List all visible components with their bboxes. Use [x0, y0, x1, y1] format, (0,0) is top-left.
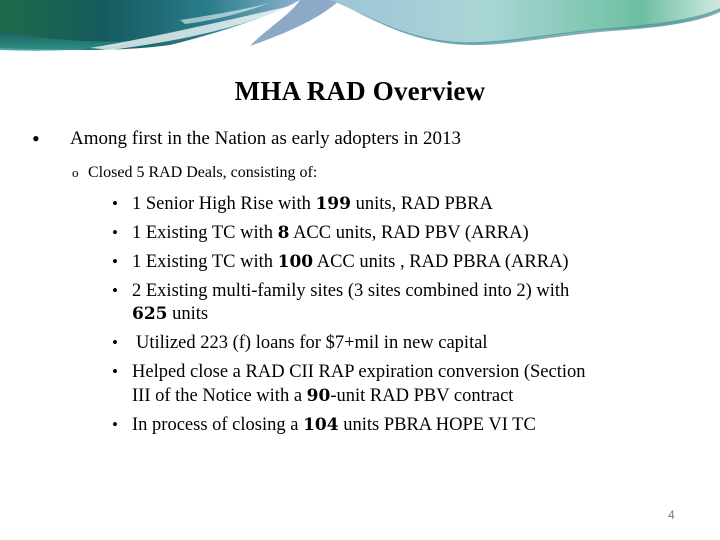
bullet-text: 1 Existing TC with [132, 223, 278, 243]
bold-number: 100 [277, 252, 314, 272]
bullet-item-rad-cii-line2 [132, 386, 513, 407]
bold-number: 90 [306, 386, 331, 406]
bold-number: 199 [315, 194, 351, 214]
bullet-item-multifamily-line1: 2 Existing multi-family sites (3 sites combined into 2) with [132, 281, 570, 301]
bullet-item-223f-loans: Utilized 223 (f) loans for $7+mil in new capital [136, 333, 488, 353]
slide-title [0, 76, 720, 107]
bold-number: 625 [132, 304, 168, 324]
bullet-text: 1 Existing TC with [132, 252, 278, 272]
bullet-item-existing-tc-100 [132, 252, 569, 273]
bullet-marker-level3: • [112, 223, 118, 242]
bullet-text: units, RAD PBRA [350, 194, 493, 214]
slide-title-text: MHA RAD Overview [234, 76, 486, 106]
bullet-item-rad-cii-line1: Helped close a RAD CII RAP expiration conversion (Section [132, 362, 586, 382]
bullet-text: -unit RAD PBV contract [330, 386, 514, 406]
bullet-text: III of the Notice with a [132, 386, 307, 406]
bullet-item-multifamily-line2 [132, 304, 208, 325]
bullet-text: 1 Senior High Rise with [132, 194, 316, 214]
bullet-item-existing-tc-8 [132, 223, 529, 244]
bullet-marker-level3: • [112, 362, 118, 381]
bullet-marker-level1: • [32, 126, 40, 151]
bullet-marker-level3: • [112, 252, 118, 271]
bullet-item-hope-vi [132, 415, 536, 436]
page-number: 4 [668, 508, 675, 522]
bullet-text: units PBRA HOPE VI TC [338, 415, 536, 435]
bullet-item-early-adopters: Among first in the Nation as early adopters in 2013 [70, 128, 462, 149]
wave-graphic [0, 0, 720, 62]
bold-number: 104 [303, 415, 339, 435]
bold-number: 8 [277, 223, 290, 243]
bullet-marker-level3: • [112, 415, 118, 434]
bullet-item-senior-high-rise [132, 194, 493, 215]
bullet-text: ACC units , RAD PBRA (ARRA) [313, 252, 569, 272]
bullet-marker-level3: • [112, 281, 118, 300]
bullet-text: units [167, 304, 209, 324]
bullet-text: In process of closing a [132, 415, 304, 435]
header-wave-banner [0, 0, 720, 62]
bullet-text: ACC units, RAD PBV (ARRA) [289, 223, 529, 243]
bullet-marker-level3: • [112, 333, 118, 352]
bullet-marker-level2: o [72, 165, 79, 180]
bullet-item-closed-deals: Closed 5 RAD Deals, consisting of: [88, 164, 318, 181]
bullet-marker-level3: • [112, 194, 118, 213]
